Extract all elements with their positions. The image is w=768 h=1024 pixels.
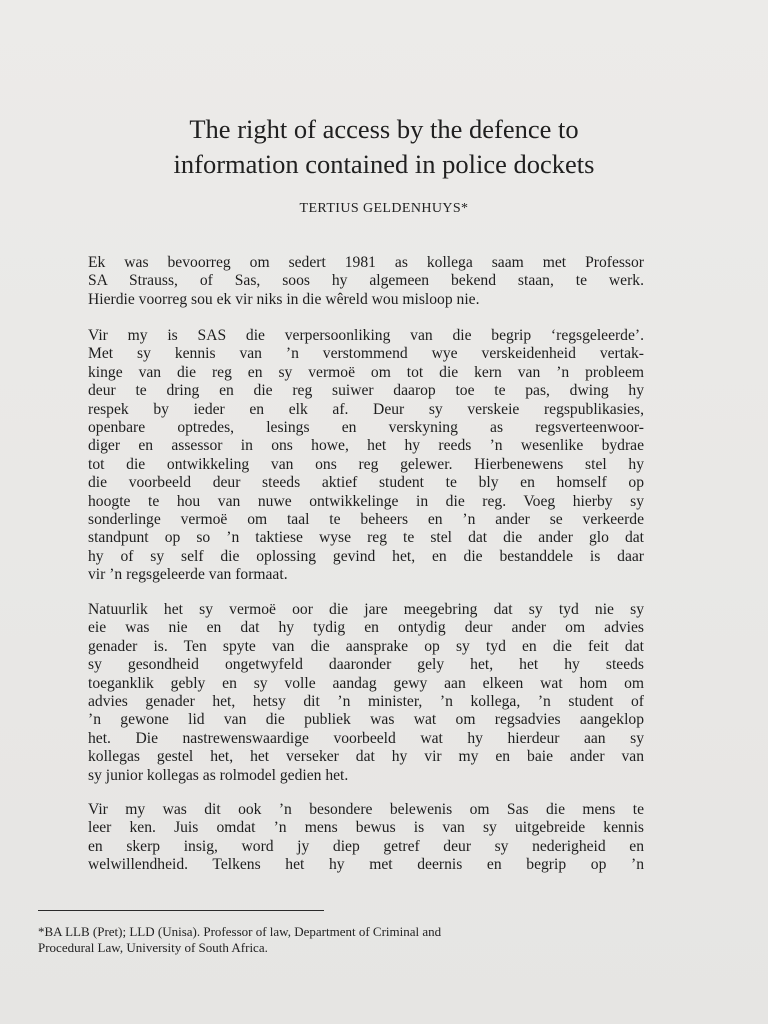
text-line: advies genader het, hetsy dit ’n minister, ’n kollega, ’n student of [88, 693, 644, 711]
article-title-line: information contained in police dockets [173, 149, 595, 179]
paragraph-4 [88, 801, 644, 875]
text-line: Met sy kennis van ’n verstommend wye verskeidenheid vertak- [88, 345, 644, 363]
text-line: kollegas gestel het, het verseker dat hy vir my en baie ander van [88, 748, 644, 766]
text-line: sonderlinge vermoë om taal te beheers en ’n ander se verkeerde [88, 511, 644, 529]
paragraph-3 [88, 601, 644, 785]
text-line: leer ken. Juis omdat ’n mens bewus is van sy uitgebreide kennis [88, 819, 644, 837]
text-line: Vir my is SAS die verpersoonliking van die begrip ‘regsgeleerde’. [88, 327, 644, 344]
text-line: hy of sy self die oplossing gevind het, en die bestanddele is daar [88, 547, 644, 565]
text-line: genader is. Ten spyte van die aansprake op sy tyd en die feit dat [88, 637, 644, 655]
text-line: vir ’n regsgeleerde van formaat. [88, 566, 288, 584]
paragraph-2 [88, 327, 644, 585]
text-line: tot die ontwikkeling van ons reg gelewer. Hierbenewens stel hy [88, 455, 644, 473]
text-line: welwillendheid. Telkens het hy met deernis en begrip op ’n [88, 856, 644, 874]
article-title [20, 112, 748, 182]
text-line: sy gesondheid ongetwyfeld daaronder gely het, het hy steeds [88, 656, 644, 674]
text-line: Hierdie voorreg sou ek vir niks in die wêreld wou misloop nie. [88, 290, 480, 308]
footnote-line: Procedural Law, University of South Africa. [38, 940, 268, 955]
text-line: die voorbeeld deur steeds aktief student te bly en homself op [88, 474, 644, 492]
text-line: respek by ieder en elk af. Deur sy verskeie regspublikasies, [88, 400, 644, 418]
text-line: diger en assessor in ons howe, het hy reeds ’n wesenlike bydrae [88, 437, 644, 455]
article-title-line: The right of access by the defence to [189, 114, 579, 144]
text-line: eie was nie en dat hy tydig en ontydig deur ander om advies [88, 619, 644, 637]
text-line: openbare optredes, lesings en verskyning as regsverteenwoor- [88, 419, 644, 437]
text-line: het. Die nastrewenswaardige voorbeeld wat hy hierdeur aan sy [88, 729, 644, 747]
author-name: TERTIUS GELDENHUYS* [299, 201, 469, 216]
text-line: hoogte te hou van nuwe ontwikkelinge in die reg. Voeg hierby sy [88, 492, 644, 510]
footnote-divider [38, 910, 324, 911]
text-line: SA Strauss, of Sas, soos hy algemeen bekend staan, te werk. [88, 272, 644, 290]
paragraph-1 [88, 254, 644, 309]
footnote [38, 924, 698, 956]
text-line: Vir my was dit ook ’n besondere belewenis om Sas die mens te [88, 801, 644, 818]
text-line: kinge van die reg en sy vermoë om tot die kern van ’n probleem [88, 363, 644, 381]
footnote-line: *BA LLB (Pret); LLD (Unisa). Professor of law, Department of Criminal and [38, 924, 442, 939]
text-line: sy junior kollegas as rolmodel gedien het. [88, 766, 349, 784]
text-line: Ek was bevoorreg om sedert 1981 as kollega saam met Professor [88, 254, 644, 271]
text-line: toeganklik gebly en sy volle aandag gewy aan elkeen wat hom om [88, 674, 644, 692]
text-line: standpunt op so ’n taktiese wyse reg te stel dat die ander glo dat [88, 529, 644, 547]
text-line: deur te dring en die reg suiwer daarop toe te pas, dwing hy [88, 382, 644, 400]
text-line: Natuurlik het sy vermoë oor die jare meegebring dat sy tyd nie sy [88, 601, 644, 618]
text-line: en skerp insig, word jy diep getref deur sy nederigheid en [88, 837, 644, 855]
text-line: ’n gewone lid van die publiek was wat om regsadvies aangeklop [88, 711, 644, 729]
